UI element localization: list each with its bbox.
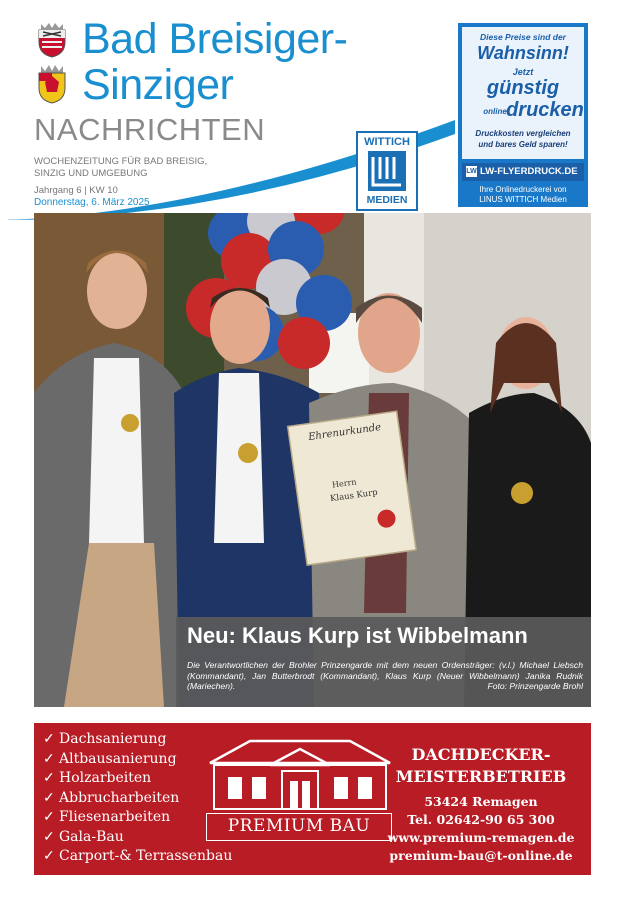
ad-line5: online (483, 107, 507, 116)
issue-date: Donnerstag, 6. März 2025 (34, 197, 150, 208)
checkmark-icon: ✓ (43, 750, 55, 767)
ad-city: 53424 Remagen (424, 794, 538, 809)
publisher-logo-top: WITTICH (364, 136, 410, 148)
ad-line2: Wahnsinn! (477, 43, 569, 63)
service-label: Abbrucharbeiten (59, 789, 180, 806)
wittich-medien-logo (356, 131, 418, 211)
masthead-subtitle-line1: WOCHENZEITUNG FÜR BAD BREISIG, (34, 156, 208, 167)
service-item (43, 790, 179, 806)
photo-credit: Foto: Prinzengarde Brohl (487, 681, 583, 691)
ad-phone[interactable]: Tel. 02642-90 65 300 (407, 812, 555, 827)
ad-line3: Jetzt (512, 67, 534, 77)
checkmark-icon: ✓ (43, 848, 55, 864)
certificate-title: Ehrenurkunde (307, 421, 382, 444)
ad-footer2: LINUS WITTICH Medien (479, 195, 567, 204)
service-item (43, 809, 170, 825)
flyerdruck-ad[interactable] (458, 23, 588, 207)
service-label: Altbausanierung (59, 750, 177, 767)
service-label: Gala-Bau (59, 828, 124, 845)
checkmark-icon: ✓ (43, 809, 55, 825)
service-item (43, 848, 232, 864)
premium-bau-brand: PREMIUM BAU (206, 813, 392, 841)
house-logo-icon (200, 735, 400, 815)
ad-line4: günstig (486, 77, 560, 99)
certificate-herrn: Herrn (331, 477, 358, 490)
article-headline[interactable]: Neu: Klaus Kurp ist Wibbelmann (187, 623, 528, 648)
checkmark-icon: ✓ (43, 770, 55, 786)
masthead-title-line2: Sinziger (82, 61, 234, 109)
service-label: Carport-& Terrassenbau (59, 848, 233, 864)
article-headline-box (176, 617, 591, 656)
masthead-subtitle-line2: SINZIG UND UMGEBUNG (34, 168, 148, 179)
checkmark-icon: ✓ (43, 828, 55, 845)
issue-number: Jahrgang 6 | KW 10 (34, 185, 118, 196)
coat-of-arms-icon (37, 64, 67, 104)
ad-url-link[interactable]: LW-FLYERDRUCK.DE (480, 166, 578, 177)
lw-logo-icon: LW (466, 168, 477, 175)
ad-website[interactable]: www.premium-remagen.de (387, 830, 575, 845)
ad-line1: Diese Preise sind der (480, 32, 566, 42)
checkmark-icon: ✓ (43, 789, 55, 806)
certificate-name: Klaus Kurp (329, 487, 379, 505)
premium-bau-ad[interactable] (34, 723, 591, 875)
ad-line6: drucken (506, 99, 584, 121)
ad-email[interactable]: premium-bau@t-online.de (389, 848, 573, 863)
ad-line7: Druckkosten vergleichen (475, 129, 571, 138)
service-item (43, 731, 166, 747)
service-label: Dachsanierung (59, 731, 167, 747)
ad-line8: und bares Geld sparen! (478, 140, 568, 149)
service-item (43, 751, 177, 767)
masthead-title-line1: Bad Breisiger- (82, 15, 348, 63)
ad-heading1: DACHDECKER- (411, 745, 551, 764)
service-item (43, 829, 124, 845)
service-item (43, 770, 151, 786)
article-caption: Die Verantwortlichen der Brohler Prinzengarde mit dem neuen Ordensträger: (v.l.) Michael Liebsch (Kommandant), Jan Butterbrodt (Kommandant), Klaus Kurp (Neuer Wibbelmann) Janika Rudnik (Mariechen). (187, 660, 583, 691)
service-label: Fliesenarbeiten (59, 809, 171, 825)
w-logo-icon (368, 151, 406, 191)
masthead-nachrichten: NACHRICHTEN (34, 112, 266, 147)
publisher-logo-bottom: MEDIEN (366, 194, 408, 206)
checkmark-icon: ✓ (43, 731, 55, 747)
ad-heading2: MEISTERBETRIEB (395, 767, 567, 786)
coat-of-arms-icon (37, 22, 67, 58)
ad-footer1: Ihre Onlinedruckerei von (479, 185, 567, 194)
service-label: Holzarbeiten (59, 770, 152, 786)
article-caption-box (176, 656, 591, 707)
